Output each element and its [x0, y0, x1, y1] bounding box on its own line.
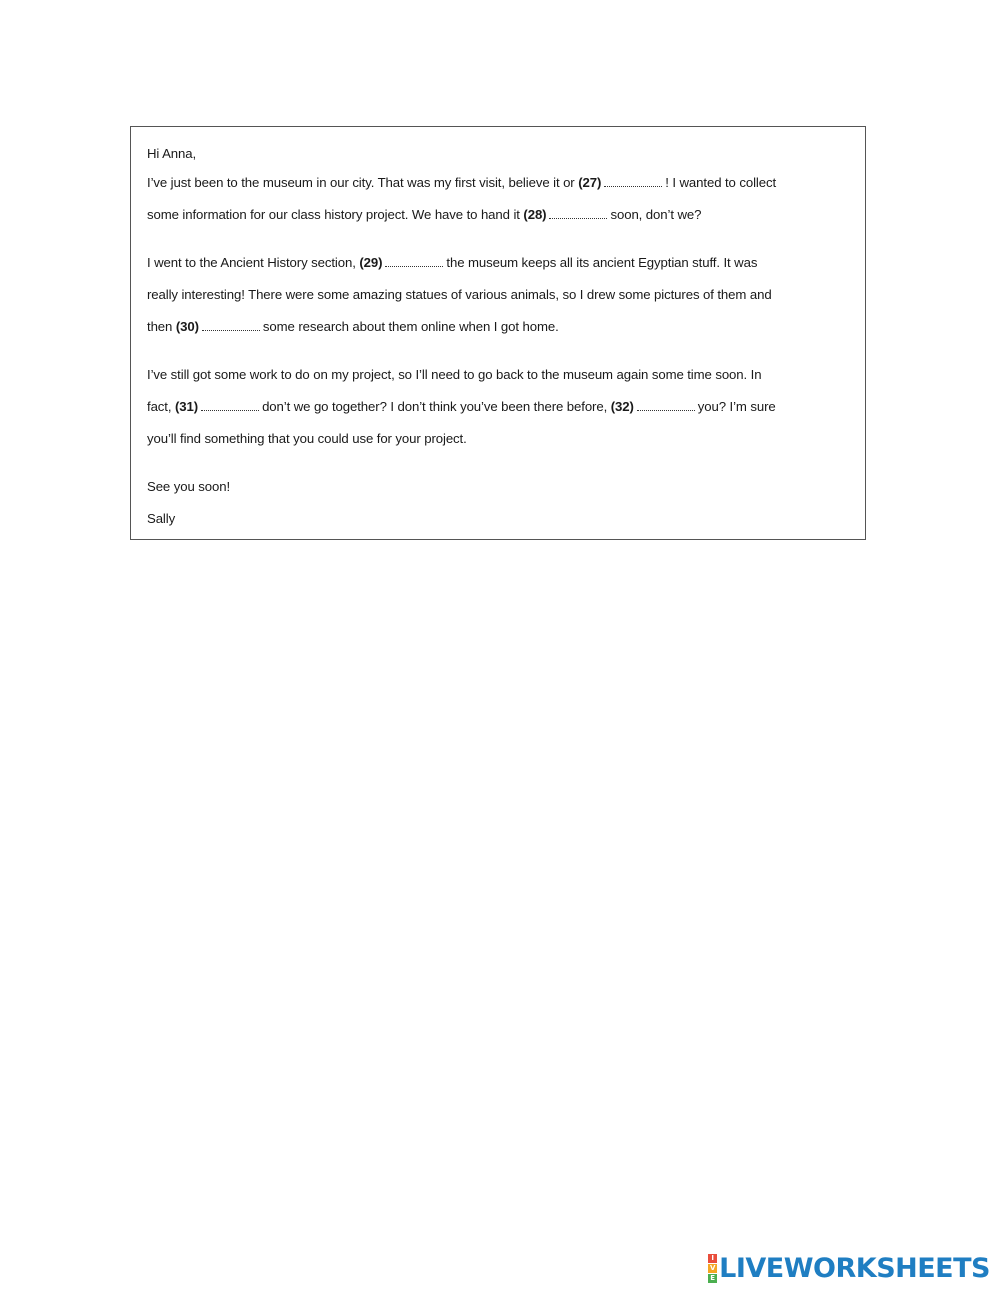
paragraph-line: [147, 311, 849, 343]
paragraph-line: [147, 199, 849, 231]
paragraph-line: [147, 167, 849, 199]
gap-number-27: (27): [578, 175, 602, 190]
paragraph-line: I’ve still got some work to do on my project, so I’ll need to go back to the museum again some time soon. In: [147, 367, 762, 382]
paragraph-line: you’ll find something that you could use for your project.: [147, 431, 467, 446]
logo-block: V: [709, 1263, 716, 1272]
greeting: Hi Anna,: [147, 146, 197, 161]
text-segment: then: [147, 319, 173, 334]
text-segment: fact,: [147, 399, 172, 414]
answer-blank-32[interactable]: [637, 400, 695, 411]
text-segment: don’t we go together? I don’t think you’ve been there before,: [262, 399, 608, 414]
text-segment: I’ve just been to the museum in our city. That was my first visit, believe it or: [147, 175, 575, 190]
paragraph-line: [147, 247, 849, 279]
paragraph-line: [147, 391, 849, 423]
paragraph-2: [147, 247, 849, 343]
logo-block: E: [708, 1274, 717, 1283]
paragraph-line: really interesting! There were some amazing statues of various animals, so I drew some pictures of them and: [147, 287, 772, 302]
text-segment: I went to the Ancient History section,: [147, 255, 356, 270]
paragraph-spacer: [147, 231, 849, 247]
logo-blocks-icon: [708, 1254, 717, 1283]
logo-text: LIVEWORKSHEETS: [719, 1252, 990, 1284]
logo-block: I: [708, 1254, 717, 1263]
paragraph-1: [147, 167, 849, 231]
text-segment: the museum keeps all its ancient Egyptian stuff. It was: [446, 255, 758, 270]
closing: See you soon!: [147, 479, 231, 494]
paragraph-spacer: [147, 455, 849, 471]
text-segment: you? I’m sure: [697, 399, 776, 414]
signature: Sally: [147, 511, 176, 526]
answer-blank-27[interactable]: [604, 176, 662, 187]
text-segment: ! I wanted to collect: [665, 175, 777, 190]
text-segment: some research about them online when I got home.: [262, 319, 559, 334]
letter-box: [130, 126, 866, 540]
gap-number-32: (32): [610, 399, 634, 414]
gap-number-31: (31): [175, 399, 199, 414]
gap-number-30: (30): [175, 319, 199, 334]
answer-blank-28[interactable]: [549, 208, 607, 219]
liveworksheets-logo[interactable]: [708, 1253, 990, 1283]
paragraph-spacer: [147, 343, 849, 359]
answer-blank-31[interactable]: [201, 400, 259, 411]
answer-blank-29[interactable]: [385, 256, 443, 267]
text-segment: some information for our class history project. We have to hand it: [147, 207, 520, 222]
paragraph-3: [147, 359, 849, 455]
answer-blank-30[interactable]: [202, 320, 260, 331]
gap-number-28: (28): [523, 207, 547, 222]
gap-number-29: (29): [359, 255, 383, 270]
text-segment: soon, don’t we?: [610, 207, 702, 222]
